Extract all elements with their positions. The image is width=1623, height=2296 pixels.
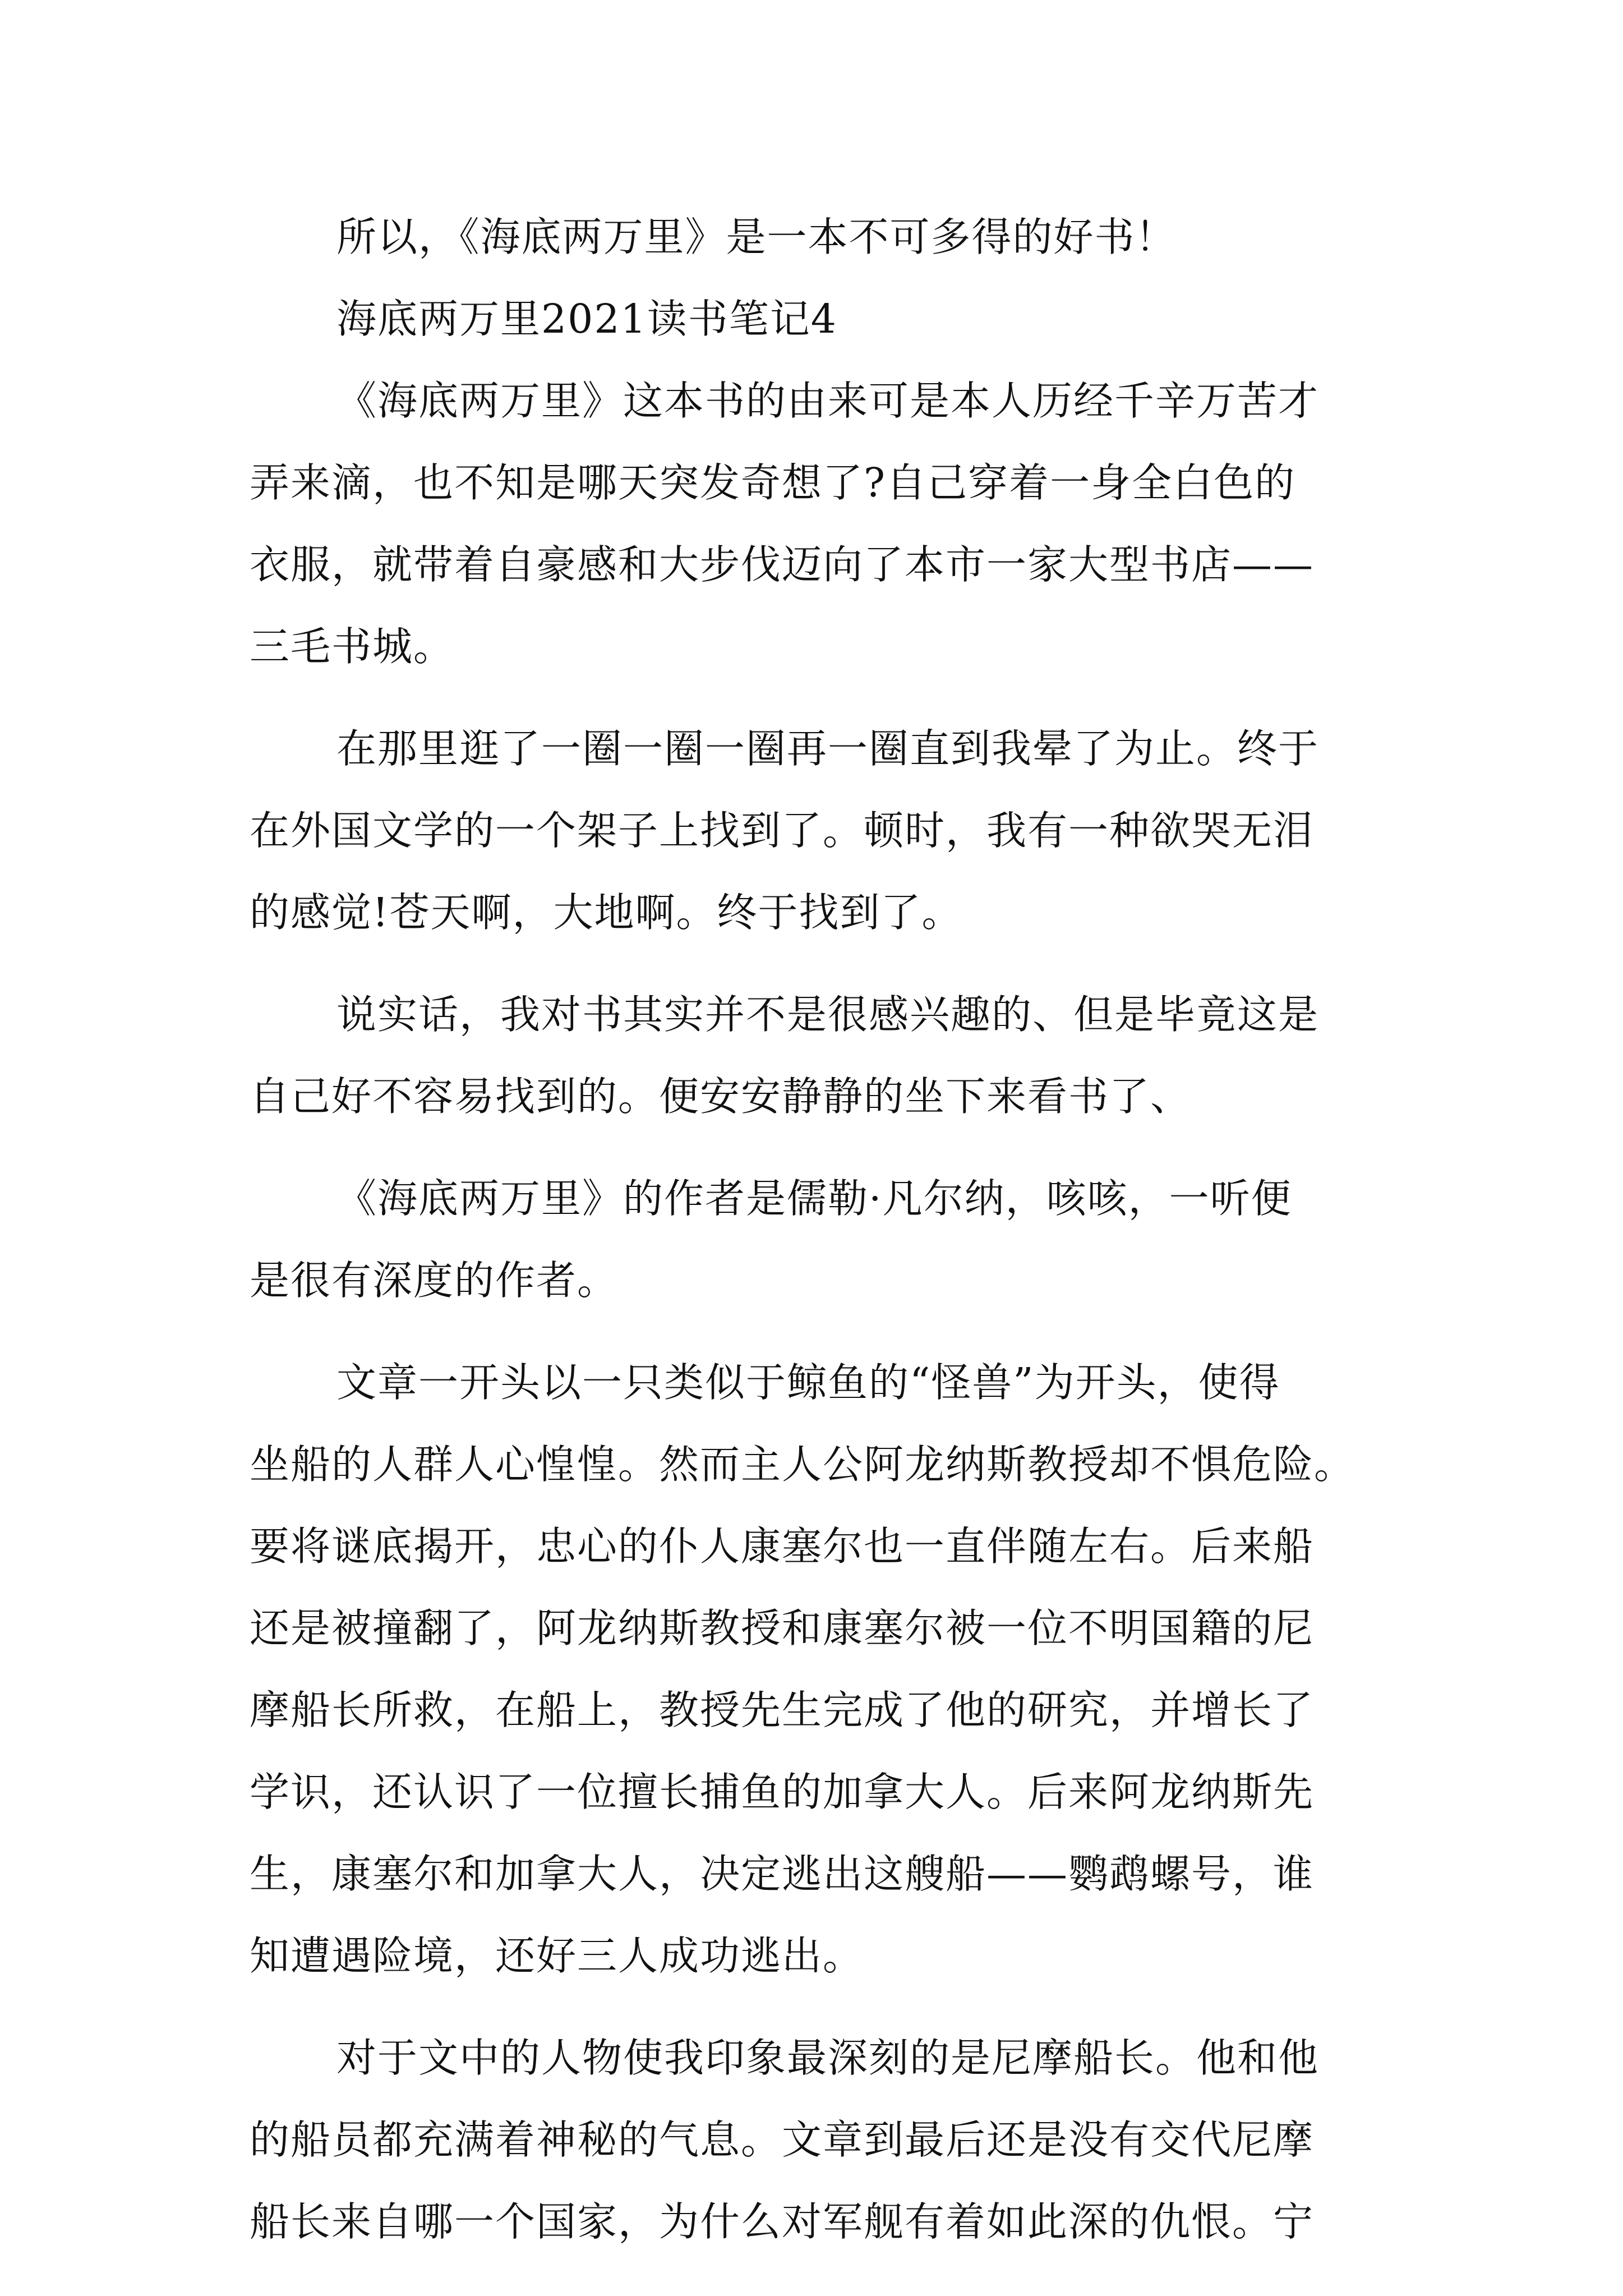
- paragraph-line: 《海底两万里》的作者是儒勒·凡尔纳，咳咳，一听便: [336, 1175, 1292, 1222]
- paragraph-line: 学识，还认识了一位擅长捕鱼的加拿大人。后来阿龙纳斯先: [250, 1769, 1315, 1815]
- paragraph-spacer: [250, 1322, 1388, 1342]
- paragraph-spacer: [250, 688, 1388, 708]
- paragraph-line: 《海底两万里》这本书的由来可是本人历经千辛万苦才: [336, 378, 1320, 424]
- paragraph-line: 知遭遇险境，还好三人成功逃出。: [250, 1932, 864, 1979]
- section-heading: 海底两万里2021读书笔记4: [336, 296, 837, 342]
- paragraph-line: 坐船的人群人心惶惶。然而主人公阿龙纳斯教授却不惧危险。: [250, 1441, 1355, 1488]
- paragraph-spacer: [250, 1997, 1388, 2017]
- paragraph-line: 在那里逛了一圈一圈一圈再一圈直到我晕了为止。终于: [336, 725, 1320, 772]
- paragraph-line: 的感觉!苍天啊，大地啊。终于找到了。: [250, 889, 963, 936]
- paragraph-line: 说实话，我对书其实并不是很感兴趣的、但是毕竟这是: [336, 991, 1320, 1038]
- paragraph-line: 还是被撞翻了，阿龙纳斯教授和康塞尔被一位不明国籍的尼: [250, 1605, 1315, 1651]
- paragraph-line: 衣服，就带着自豪感和大步伐迈向了本市一家大型书店——: [250, 541, 1315, 588]
- paragraph-line: 文章一开头以一只类似于鲸鱼的“怪兽”为开头，使得: [336, 1359, 1280, 1406]
- paragraph-line: 在外国文学的一个架子上找到了。顿时，我有一种欲哭无泪: [250, 807, 1315, 854]
- paragraph-line: 摩船长所救，在船上，教授先生完成了他的研究，并增长了: [250, 1687, 1315, 1733]
- paragraph-line: 自己好不容易找到的。便安安静静的坐下来看书了、: [250, 1073, 1192, 1120]
- paragraph-line: 对于文中的人物使我印象最深刻的是尼摩船长。他和他: [336, 2035, 1320, 2081]
- paragraph-line: 船长来自哪一个国家，为什么对军舰有着如此深的仇恨。宁: [250, 2198, 1315, 2245]
- document-body: [250, 196, 1388, 2263]
- paragraph-line: 生，康塞尔和加拿大人，决定逃出这艘船——鹦鹉螺号，谁: [250, 1851, 1315, 1897]
- paragraph-line: 所以，《海底两万里》是一本不可多得的好书！: [336, 214, 1177, 260]
- paragraph-line: 要将谜底揭开，忠心的仆人康塞尔也一直伴随左右。后来船: [250, 1523, 1315, 1570]
- paragraph-spacer: [250, 1138, 1388, 1158]
- paragraph-line: 三毛书城。: [250, 623, 455, 670]
- paragraph-spacer: [250, 954, 1388, 974]
- paragraph-line: 的船员都充满着神秘的气息。文章到最后还是没有交代尼摩: [250, 2116, 1315, 2163]
- paragraph-line: 是很有深度的作者。: [250, 1257, 619, 1304]
- paragraph-line: 弄来滴，也不知是哪天突发奇想了?自己穿着一身全白色的: [250, 459, 1296, 506]
